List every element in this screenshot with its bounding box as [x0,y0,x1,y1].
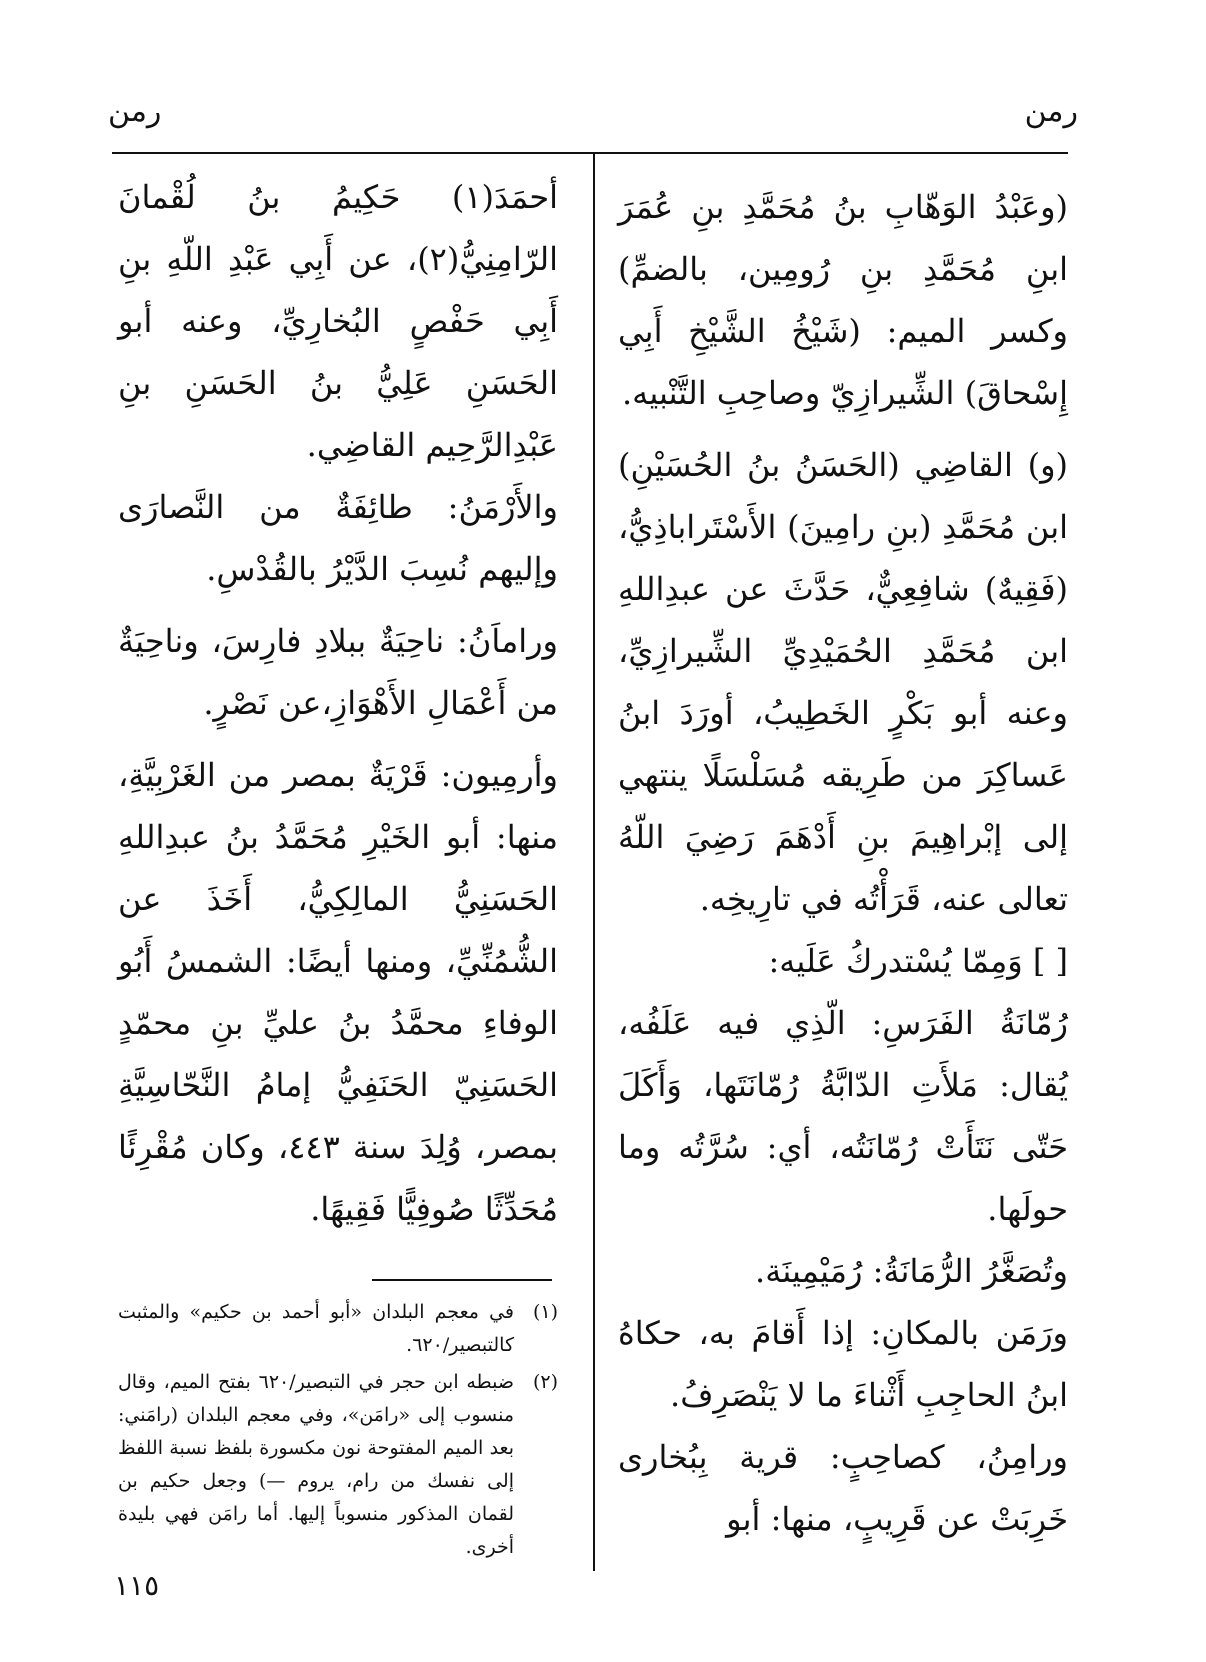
footnote-number: (٢) [532,1371,558,1393]
footnote-number: (١) [532,1301,558,1323]
paragraph: والأَرْمَنُ: طائِفَةٌ من النَّصارَى وإليهم نُسِبَ الدَّيْرُ بالقُدْسِ. [118,488,558,588]
running-header-left: رمن [108,94,162,129]
paragraph: ورَمَن بالمكانِ: إذا أَقامَ به، حكاهُ ابنُ الحاجِبِ أَثْناءَ ما لا يَنْصَرِفُ. [618,1314,1068,1414]
footnote-text: في معجم البلدان «أبو أحمد بن حكيم» والمثبت كالتبصير/٦٢٠. [118,1301,514,1356]
paragraph: وأرمِيون: قَرْيَةٌ بمصر من الغَرْبِيَّةِ، منها: أبو الخَيْرِ مُحَمَّدُ بنُ عبدِاللهِ الحَسَنِيُّ المالِكِيُّ، أَخَذَ عن الشُّمُنِّيِّ، ومنها أيضًا: الشمسُ أَبُو الوفاءِ محمَّدُ بنُ عليِّ بنِ محمّدٍ الحَسَنِيّ الحَنَفِيُّ إمامُ النَّحّاسِيَّةِ بمصر، وُلِدَ سنة ٤٤٣، وكان مُقْرِئًا مُحَدِّثًا صُوفِيًّا فَقِيهًا. [118,756,559,1228]
footnote-rule [372,1279,552,1281]
header-rule [112,152,1068,154]
paragraph: ورامِنُ، كصاحِبٍ: قرية بِبُخارى خَرِبَتْ عن قَرِيبٍ، منها: أبو [618,1438,1068,1538]
paragraph: وراماَنُ: ناحِيَةٌ ببلادِ فارِسَ، وناحِيَةٌ من أَعْمَالِ الأَهْوَازِ،عن نَصْرٍ. [118,622,558,722]
right-column [618,176,1068,1550]
paragraph: (وعَبْدُ الوَهّابِ بنُ مُحَمَّدِ بنِ عُمَرَ ابنِ مُحَمَّدِ بنِ رُومِين، بالضمِّ) وكسر الميم: (شَيْخُ الشَّيْخِ أَبِي إِسْحاقَ) الشِّيرازِيّ وصاحِبِ التَّنْبيه. [618,188,1068,412]
left-column [118,166,558,1240]
paragraph: وتُصَغَّرُ الرُّمَانَةُ: رُمَيْمِينَة. [755,1252,1068,1290]
paragraph: أحمَدَ(١) حَكِيمُ بنُ لُقْمانَ الرّامِنِيُّ(٢)، عن أَبِي عَبْدِ اللّهِ بنِ أَبِي حَفْصٍ البُخارِيِّ، وعنه أبو الحَسَنِ عَلِيُّ بنُ الحَسَنِ بنِ عَبْدِالرَّحِيم القاضِي. [118,178,558,464]
running-header-right: رمن [1024,94,1078,129]
paragraph: (و) القاضِي (الحَسَنُ بنُ الحُسَيْنِ) ابن مُحَمَّدِ (بنِ رامِينَ) الأَسْتَراباذِيُّ، (فَقِيهٌ) شافِعِيٌّ، حَدَّثَ عن عبدِاللهِ ابن مُحَمَّدِ الحُمَيْدِيِّ الشِّيرازِيِّ، وعنه أبو بَكْرٍ الخَطِيبُ، أورَدَ ابنُ عَساكِرَ من طَرِيقه مُسَلْسَلًا ينتهي إلى إبْراهِيمَ بنِ أَدْهَمَ رَضِيَ اللّهُ تعالى عنه، قَرَأْتُه في تارِيخِه. [618,446,1068,918]
footnote-text: ضبطه ابن حجر في التبصير/٦٢٠ بفتح الميم، وقال منسوب إلى «رامَن»، وفي معجم البلدان (رامَني: بعد الميم المفتوحة نون مكسورة بلفظ نسبة اللفظ إلى نفسك من رام، يروم —) وجعل حكيم بن لقمان المذكور منسوباً إليها. أما رامَن فهي بليدة أخرى. [118,1371,514,1558]
footnotes [118,1296,558,1568]
footnote [118,1366,558,1564]
footnote [118,1296,558,1362]
page-number: ١١٥ [114,1569,160,1602]
paragraph: [ ] وَمِمّا يُسْتدركُ عَلَيه: [768,942,1068,980]
column-divider [593,153,595,1571]
paragraph: رُمّانَةُ الفَرَسِ: الّذِي فيه عَلَفُه، يُقال: مَلأَتِ الدّابَّةُ رُمّانَتَها، وَأَكَلَ حَتّى نَتَأَتْ رُمّانَتُه، أي: سُرَّتُه وما حولَها. [618,1004,1068,1228]
